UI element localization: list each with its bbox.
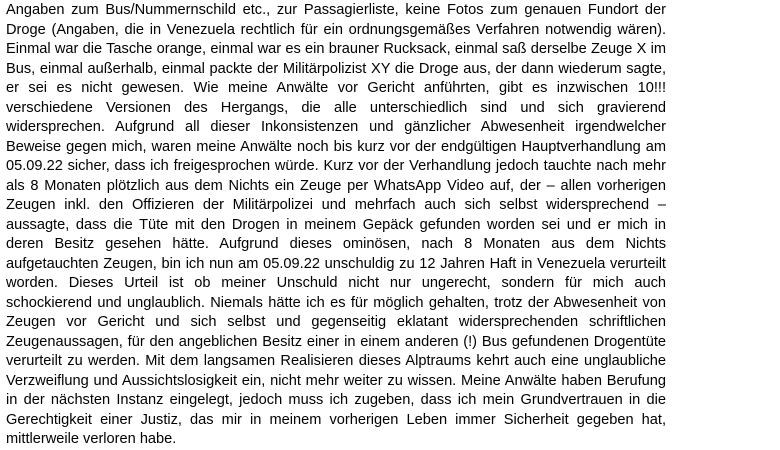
body-paragraph: Angaben zum Bus/Nummernschild etc., zur Passagierliste, keine Fotos zum genauen Fundort der Droge (Angaben, die in Venezuela rechtlich für ein ordnungsgemäßes Verfahren notwendig wären). Einmal war die Tasche orange, einmal war es ein brauner Rucksack, einmal saß derselbe Zeuge X im Bus, einmal außerhalb, einmal packte der Militärpolizist XY die Droge aus, der dann wiederum sagte, er sei es nicht gewesen. Wie meine Anwälte vor Gericht anführten, gibt es inzwischen 10!!! verschiedene Versionen des Hergangs, die alle unterschiedlich sind und sich gravierend widersprechen. Aufgrund all dieser Inkonsistenzen und gänzlicher Abwesenheit irgendwelcher Beweise gegen mich, waren meine Anwälte noch bis kurz vor der endgültigen Hauptverhandlung am 05.09.22 sicher, dass ich freigesprochen würde. Kurz vor der Verhandlung jedoch tauchte nach mehr als 8 Monaten plötzlich aus dem Nichts ein Zeuge per WhatsApp Video auf, der – allen vorherigen Zeugen inkl. den Offizieren der Militärpolizei und mehrfach auch sich selbst widersprechend – aussagte, dass die Tüte mit den Drogen in meinem Gepäck gefunden worden sei und er mich in deren Besitz gesehen hätte. Aufgrund dieses ominösen, nach 8 Monaten aus dem Nichts aufgetauchten Zeugen, bin ich nun am 05.09.22 unschuldig zu 12 Jahren Haft in Venezuela verurteilt worden. Dieses Urteil ist ob meiner Unschuld nicht nur ungerecht, sondern für mich auch schockierend und unglaublich. Niemals hätte ich es für möglich gehalten, trotz der Abwesenheit von Zeugen vor Gericht und sich selbst und gegenseitig eklatant widersprechenden schriftlichen Zeugenaussagen, für den angeblichen Besitz einer in einem anderen (!) Bus gefundenen Drogentüte verurteilt zu werden. Mit dem langsamen Realisieren dieses Alptraums kehrt auch eine unglaubliche Verzweiflung und Aussichtslosigkeit ein, nicht mehr weiter zu wissen. Meine Anwälte haben Berufung in der nächsten Instanz eingelegt, jedoch muss ich zugeben, dass ich mein Grundvertrauen in die Gerechtigkeit einer Justiz, das mir in meinem vorherigen Leben immer Sicherheit gegeben hat, mittlerweile verloren habe. — [6, 2, 666, 447]
document-page — [6, 1, 666, 450]
